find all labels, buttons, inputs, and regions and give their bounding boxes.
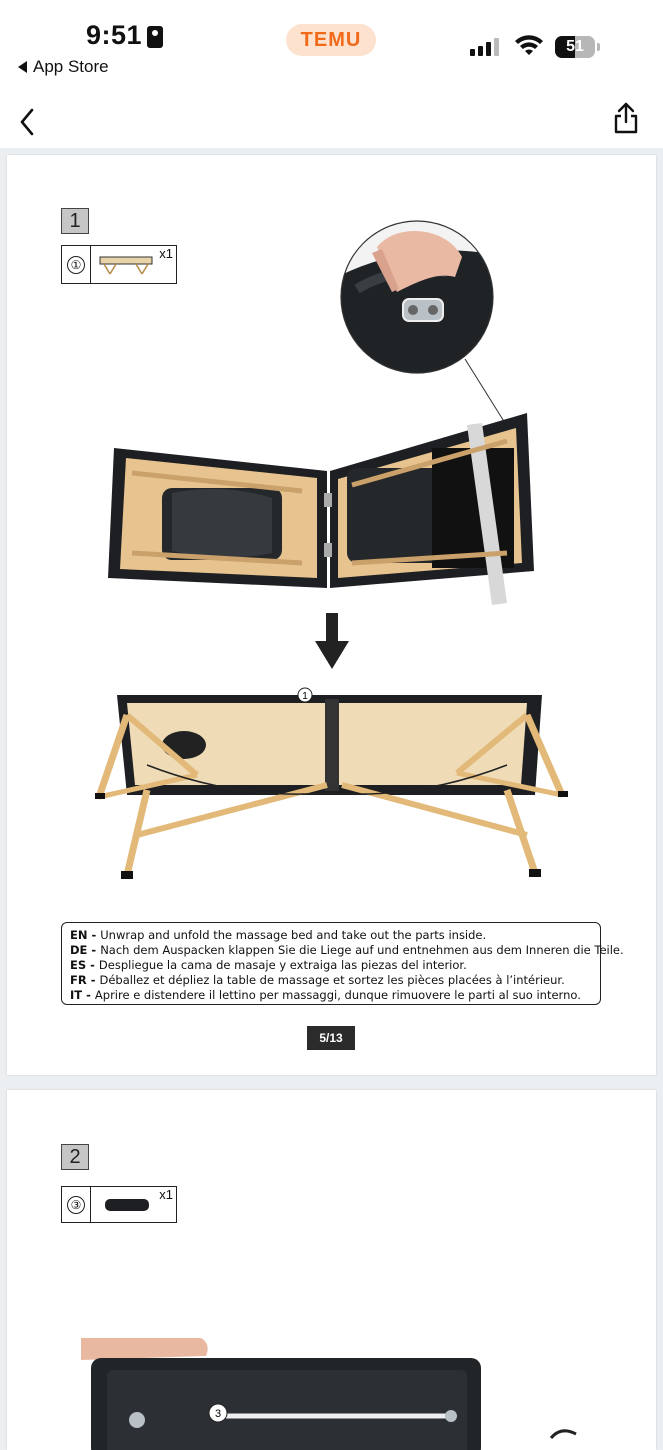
parts-list-box [61, 1186, 177, 1223]
focus-badge-icon [147, 26, 163, 48]
unfolded-massage-bed-illustration [102, 413, 542, 613]
back-app-label: App Store [33, 57, 109, 76]
battery-icon [555, 36, 595, 58]
status-time: 9:51 [86, 20, 143, 50]
instruction-text: Unwrap and unfold the massage bed and take out the parts inside. [100, 928, 487, 942]
instruction-text: Aprire e distendere il lettino per massaggi, dunque rimuovere le parti al suo interno. [94, 988, 581, 1002]
instructions-box [61, 922, 624, 1005]
instruction-row: FR - Déballez et dépliez la table de massage et sortez les pièces placées à l’intérieur. [70, 973, 565, 987]
status-bar [0, 0, 663, 92]
back-triangle-icon [18, 61, 27, 73]
bed-underside-illustration [87, 685, 577, 885]
massage-bed-thumbnail [96, 252, 158, 278]
arrow-down-icon [315, 613, 349, 669]
back-to-app-store[interactable] [18, 57, 109, 77]
wifi-icon [513, 34, 545, 58]
bed-callout-label: 1 [302, 691, 308, 702]
manual-page-6 [7, 1090, 656, 1450]
temu-brand-pill: TEMU [286, 24, 376, 56]
part-number-cell [62, 1187, 91, 1222]
part-number-cell [62, 246, 91, 283]
part-number: ① [67, 256, 85, 274]
part-quantity: x1 [159, 1187, 173, 1202]
instruction-text: Nach dem Auspacken klappen Sie die Liege auf und entnehmen aus dem Inneren die Teile. [100, 943, 624, 957]
part-number: ③ [67, 1196, 85, 1214]
photo-callout-label: 3 [214, 1408, 222, 1420]
page-indicator: 5/13 [307, 1026, 355, 1050]
instruction-text: Despliegue la cama de masaje y extraiga las piezas del interior. [98, 958, 467, 972]
manual-page-5 [7, 155, 656, 1075]
battery-level: 51 [566, 38, 584, 55]
share-icon[interactable] [608, 98, 644, 138]
instruction-row: DE - Nach dem Auspacken klappen Sie die Liege auf und entnehmen aus dem Inneren die Teile. [70, 943, 624, 957]
instruction-row: IT - Aprire e distendere il lettino per massaggi, dunque rimuovere le parti al suo interno. [70, 988, 581, 1002]
bed-end-photo [81, 1338, 601, 1450]
lang-code: ES [70, 958, 87, 972]
nav-bar [0, 92, 663, 148]
armrest-part-thumbnail [102, 1195, 152, 1215]
instruction-text: Déballez et dépliez la table de massage et sortez les pièces placées à l’intérieur. [99, 973, 565, 987]
cellular-signal-icon [470, 38, 499, 56]
battery-nub [597, 43, 600, 51]
lang-code: EN [70, 928, 88, 942]
instruction-row: EN - Unwrap and unfold the massage bed and take out the parts inside. [70, 928, 487, 942]
step-number: 1 [61, 208, 89, 234]
instruction-row: ES - Despliegue la cama de masaje y extraiga las piezas del interior. [70, 958, 467, 972]
chevron-left-icon[interactable] [14, 100, 42, 140]
lang-code: IT [70, 988, 83, 1002]
part-quantity: x1 [159, 246, 173, 261]
parts-list-box [61, 245, 177, 284]
step-number: 2 [61, 1144, 89, 1170]
lang-code: DE [70, 943, 88, 957]
lang-code: FR [70, 973, 87, 987]
